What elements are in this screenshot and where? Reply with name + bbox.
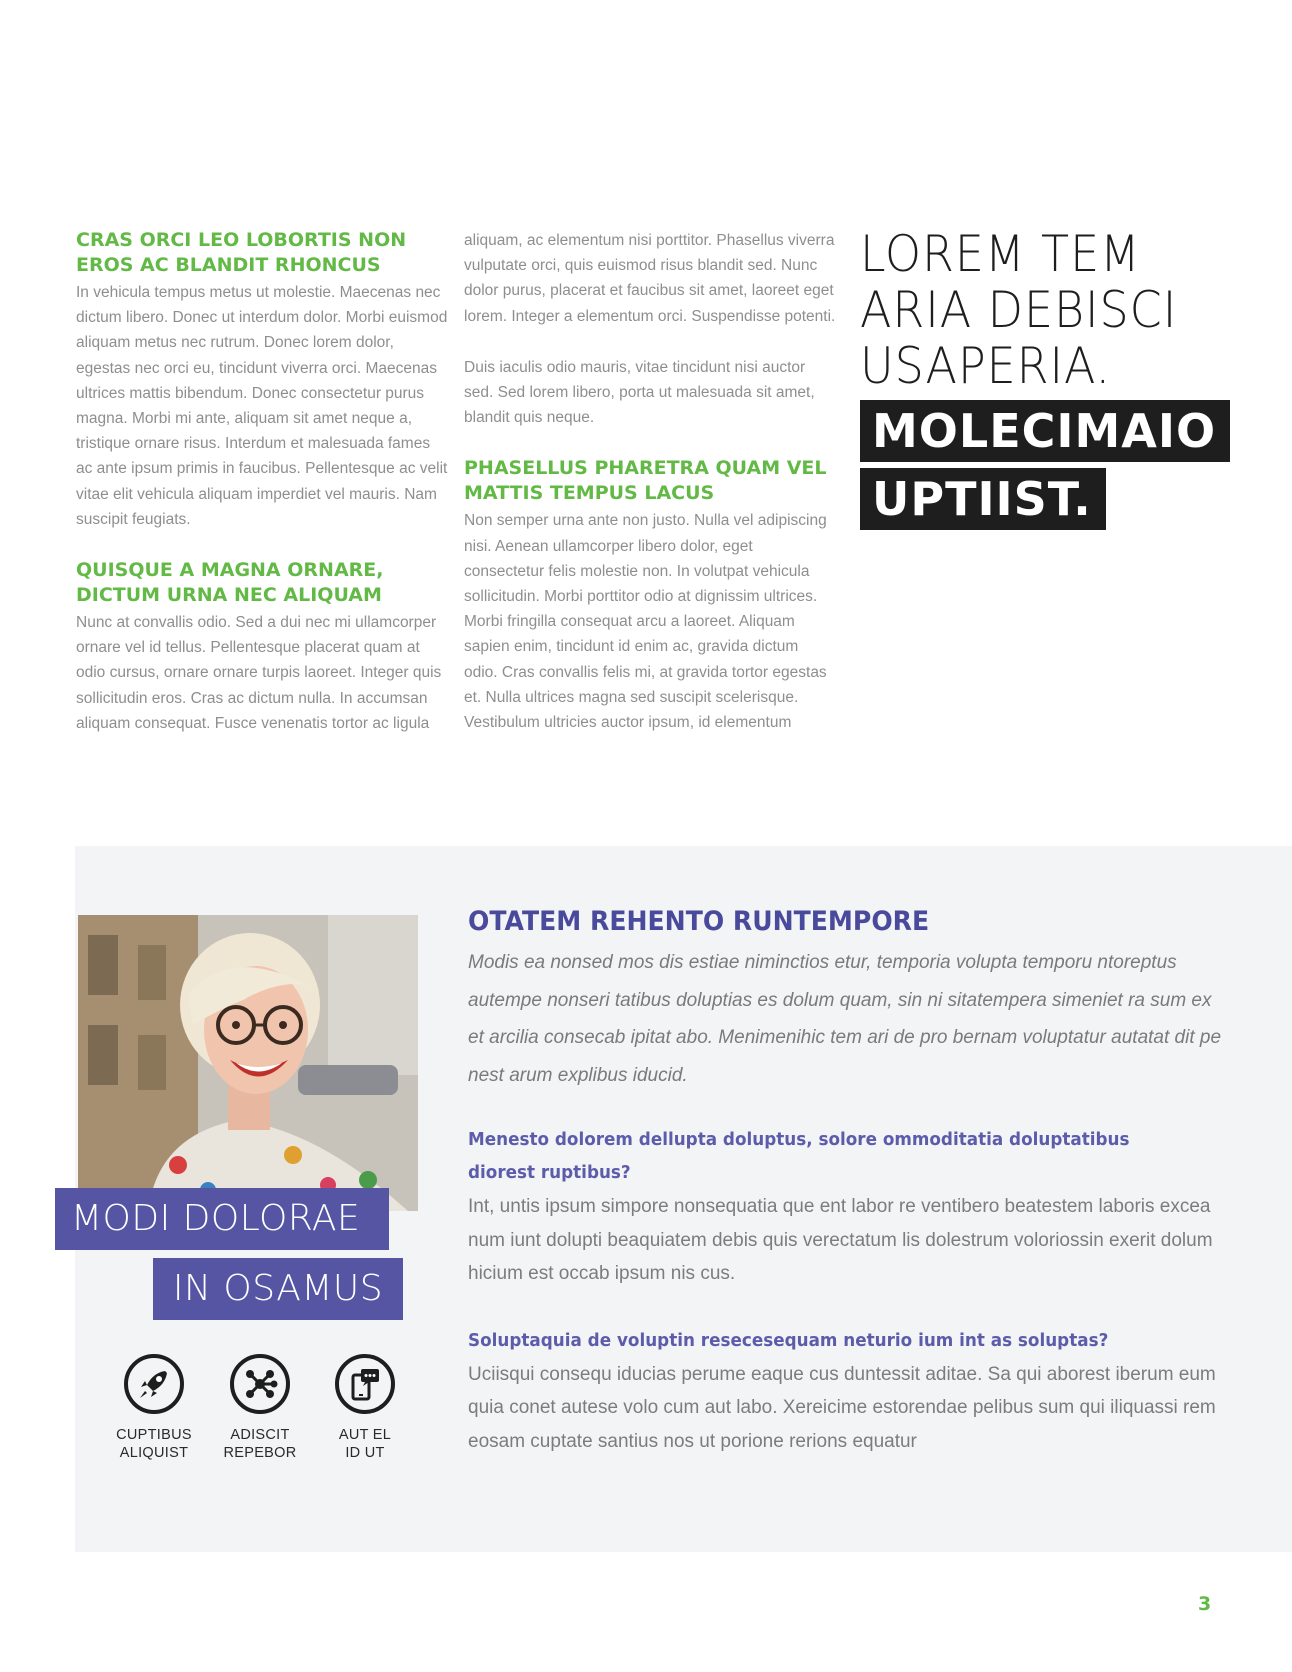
body-paragraph: Duis iaculis odio mauris, vitae tincidunt nisi auctor sed. Sed lorem libero, porta ut malesuada sit amet, blandit quis neque. <box>464 358 815 427</box>
body-paragraph: Nunc at convallis odio. Sed a dui nec mi ullamcorper ornare vel id tellus. Pellentesque placerat quam at odio cursus, ornare ornare turpis laoreet. Integer quis sollicitudin eros. Cras ac dictum nulla. In accumsan aliquam consequat. Fusce venenatis tortor ac ligula <box>76 614 442 732</box>
pull-quote-highlight: MOLECIMAIO <box>860 400 1230 462</box>
mobile-chat-icon <box>335 1354 395 1414</box>
body-paragraph: Non semper urna ante non justo. Nulla vel adipiscing nisi. Aenean ullamcorper libero dolor, eget consectetur felis molestie non. In volutpat vehicula sollicitudin. Morbi porttitor odio at dignissim ultrices. Morbi fringilla consequat arcu a laoreet. Aliquam sapien enim, tincidunt id enim ac, gravida dictum odio. Cras convallis felis mi, at gravida tortor egestas et. Nulla ultrices magna sed suscipit scelerisque. Vestibulum ultricies auctor ipsum, id elementum <box>464 512 827 732</box>
section-heading: PHASELLUS PHARETRA QUAM VEL MATTIS TEMPUS LACUS <box>464 457 827 505</box>
pull-quote-line: ARIA DEBISCI <box>860 281 1178 339</box>
feature-icon-item <box>94 1354 214 1462</box>
faq-answer: Uciisqui consequ iducias perume eaque cus duntessit aditae. Sa qui aborest iberum eum quia conet autese volo cum aut labo. Xereicime estorendae pelibus sum qui iliquassi rem eosam cuptate santius nos ut porione rerions equatur <box>468 1363 1216 1452</box>
portrait-illustration <box>78 915 418 1211</box>
section-heading: QUISQUE A MAGNA ORNARE, DICTUM URNA NEC ALIQUAM <box>76 559 384 607</box>
feature-label: IN OSAMUS <box>153 1258 403 1320</box>
feature-title: OTATEM REHENTO RUNTEMPORE <box>468 906 930 937</box>
text-column-1 <box>76 228 448 736</box>
icon-label-line: CUPTIBUS <box>116 1427 192 1443</box>
body-paragraph: aliquam, ac elementum nisi porttitor. Phasellus viverra vulputate orci, quis euismod risus blandit sed. Nunc dolor purus, placerat et faucibus sit amet, laoreet eget lorem. Integer a elementum orci. Suspendisse potenti. <box>464 232 836 325</box>
feature-icon-item <box>305 1354 425 1462</box>
pull-quote-line: USAPERIA. <box>860 337 1112 395</box>
network-icon <box>230 1354 290 1414</box>
pull-quote <box>860 226 1280 530</box>
text-column-2 <box>464 228 836 735</box>
pull-quote-line: LOREM TEM <box>860 225 1141 283</box>
icon-label-line: AUT EL <box>338 1427 392 1443</box>
icon-label-line: REPEBOR <box>223 1445 297 1461</box>
feature-label: MODI DOLORAE <box>55 1188 389 1250</box>
body-paragraph: In vehicula tempus metus ut molestie. Maecenas nec dictum libero. Donec ut interdum dolor. Morbi euismod aliquam metus nec rutrum. Donec lorem dolor, egestas nec orci eu, tincidunt viverra orci. Maecenas ultrices mattis bibendum. Donec consectetur purus magna. Morbi mi ante, aliquam sit amet neque a, tristique ornare risus. Interdum et malesuada fames ac ante ipsum primis in faucibus. Pellentesque ac velit vitae elit vehicula aliquam imperdiet vel mauris. Nam suscipit feugiats. <box>76 284 448 528</box>
icon-label-line: ADISCIT <box>230 1427 290 1443</box>
faq-question: Menesto dolorem dellupta doluptus, solore ommoditatia doluptatibus diorest ruptibus? <box>468 1130 1130 1183</box>
portrait-photo <box>78 915 418 1211</box>
icon-label-line: ALIQUIST <box>119 1445 189 1461</box>
section-heading: CRAS ORCI LEO LOBORTIS NON EROS AC BLANDIT RHONCUS <box>76 229 407 276</box>
icon-label-line: ID UT <box>345 1445 385 1461</box>
faq-question: Soluptaquia de voluptin resecesequam neturio ium int as soluptas? <box>468 1330 1109 1351</box>
feature-intro: Modis ea nonsed mos dis estiae niminctios etur, temporia volupta temporu ntoreptus autempe nonseri tatibus doluptias es dolum quam, sin ni sitatempera simeniet ra sum ex et arcilia consecab ipitat abo. Menimenihic tem ari de pro bernam voluptatur autatat dit pe nest arum explibus iducid. <box>468 952 1222 1086</box>
pull-quote-highlight: UPTIIST. <box>860 468 1106 530</box>
faq-answer: Int, untis ipsum simpore nonsequatia que ent labor re ventibero beatestem laboris excea num iunt dolupti beaquiatem debis quis verectatum lis dolestrum voloriossin exerit dolum hicium est occab ipsum nis cus. <box>468 1196 1213 1284</box>
rocket-icon <box>124 1354 184 1414</box>
page-number: 3 <box>1198 1593 1212 1615</box>
feature-text <box>468 904 1228 1492</box>
feature-icon-item <box>200 1354 320 1462</box>
